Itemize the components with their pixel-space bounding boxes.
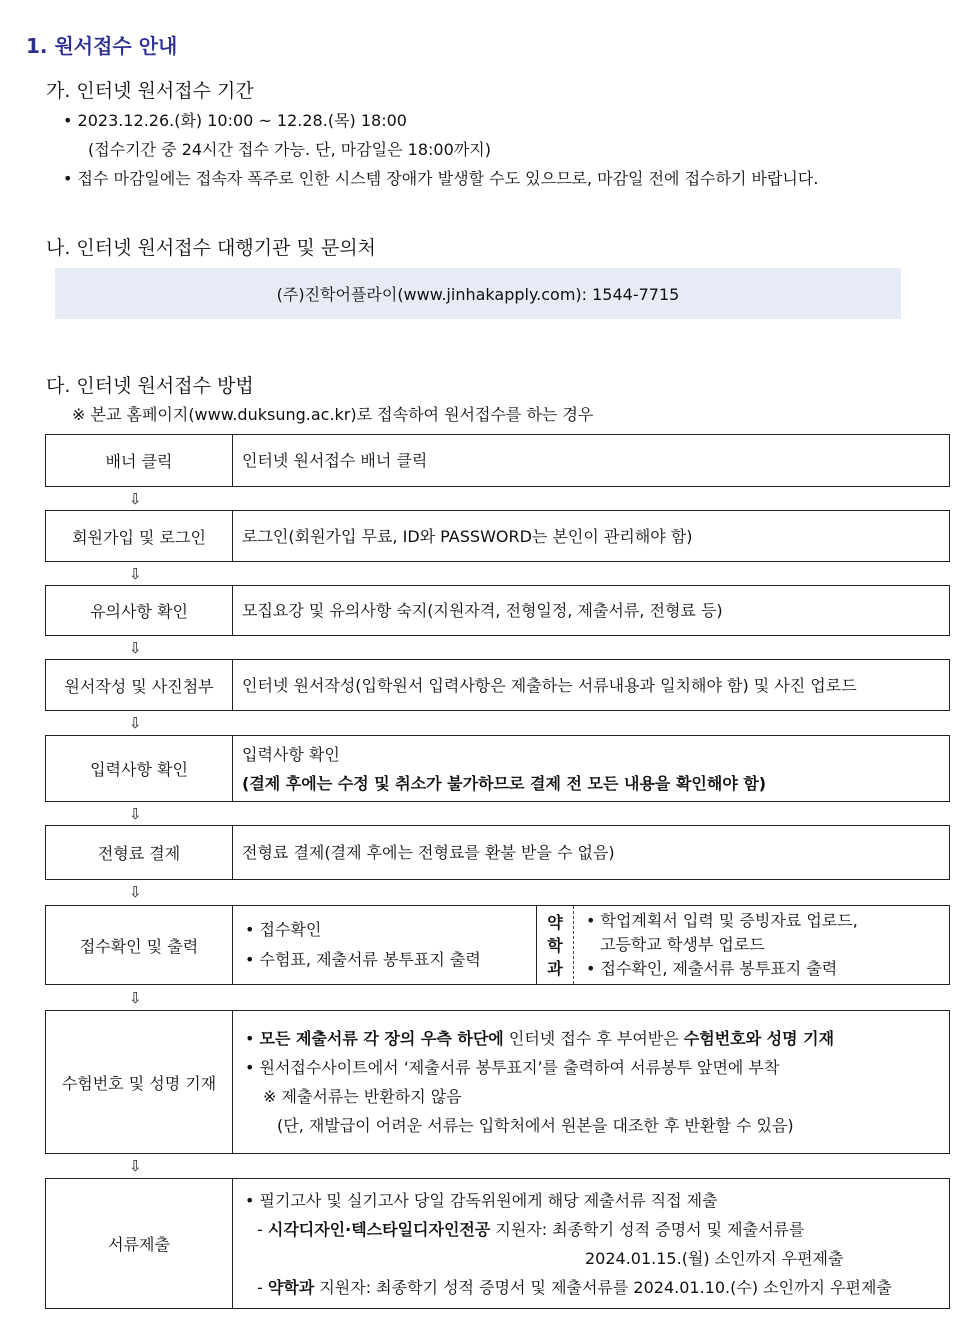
step-label: 수험번호 및 성명 기재 [46,1011,233,1153]
dash: - [257,1277,268,1297]
step-receipt-print [45,905,950,985]
down-arrow-icon: ⇩ [129,805,142,823]
step-content-line-1: 입력사항 확인 [242,744,340,764]
pharmacy-char-1: 약 [547,912,563,932]
plain-text: 인터넷 접수 후 부여받은 [503,1029,684,1048]
period-line-2: (접수기간 중 24시간 접수 가능. 단, 마감일은 18:00까지) [88,140,491,159]
dash: - [257,1219,268,1239]
down-arrow-icon: ⇩ [129,565,142,583]
step-label: 입력사항 확인 [46,736,233,801]
pharmacy-char-2: 학 [547,935,563,955]
down-arrow-icon: ⇩ [129,883,142,901]
agency-info: (주)진학어플라이(www.jinhakapply.com): 1544-7715 [276,285,680,304]
period-line-3: • 접수 마감일에는 접속자 폭주로 인한 시스템 장애가 발생할 수도 있으므로, 마감일 전에 접수하기 바랍니다. [63,169,819,188]
receipt-left-line-1: • 접수확인 [245,920,322,939]
step-content: 전형료 결제(결제 후에는 전형료를 환불 받을 수 없음) [242,843,615,862]
down-arrow-icon: ⇩ [129,714,142,732]
step-application-photo [45,659,950,711]
exam-number-line-1 [245,1024,949,1053]
submission-line-4 [245,1273,949,1302]
step-label: 접수확인 및 출력 [46,906,233,984]
step-label: 전형료 결제 [46,826,233,879]
down-arrow-icon: ⇩ [129,989,142,1007]
plain-text: 지원자: 최종학기 성적 증명서 및 제출서류를 2024.01.10.(수) 소인까지 우편제출 [314,1277,892,1297]
agency-heading: 나. 인터넷 원서접수 대행기관 및 문의처 [46,237,376,259]
section-title: 1. 원서접수 안내 [26,34,178,58]
step-label: 서류제출 [46,1179,233,1308]
plain-text: 지원자: 최종학기 성적 증명서 및 제출서류를 [490,1219,805,1239]
submission-line-2 [245,1215,949,1244]
method-heading: 다. 인터넷 원서접수 방법 [46,375,254,397]
pharmacy-line-2: 고등학교 학생부 업로드 [600,935,765,954]
method-note: ※ 본교 홈페이지(www.duksung.ac.kr)로 접속하여 원서접수를 하는 경우 [72,405,594,424]
step-banner-click [45,434,950,487]
step-content: 인터넷 원서작성(입학원서 입력사항은 제출하는 서류내용과 일치해야 함) 및 사진 업로드 [242,675,857,695]
step-content: 로그인(회원가입 무료, ID와 PASSWORD는 본인이 관리해야 함) [242,526,693,546]
step-login [45,510,950,562]
exam-number-line-4: (단, 재발급이 어려운 서류는 입학처에서 원본을 대조한 후 반환할 수 있음) [277,1116,794,1135]
emphasis-text: 모든 제출서류 각 장의 우측 하단에 [259,1029,504,1048]
step-content: 인터넷 원서접수 배너 클릭 [242,451,428,470]
step-fee-payment [45,825,950,880]
receipt-left-line-2: • 수험표, 제출서류 봉투표지 출력 [245,950,481,969]
step-content: 모집요강 및 유의사항 숙지(지원자격, 전형일정, 제출서류, 전형료 등) [242,601,723,620]
exam-number-line-2: • 원서접수사이트에서 ‘제출서류 봉투표지’를 출력하여 서류봉투 앞면에 부착 [245,1058,780,1077]
bullet: • [245,1029,260,1048]
submission-line-3: 2024.01.15.(월) 소인까지 우편제출 [585,1248,844,1268]
step-exam-number [45,1010,950,1154]
step-label: 회원가입 및 로그인 [46,511,233,561]
pharmacy-line-3: • 접수확인, 제출서류 봉투표지 출력 [586,959,838,978]
step-document-submission [45,1178,950,1309]
step-content-line-2: (결제 후에는 수정 및 취소가 불가하므로 결제 전 모든 내용을 확인해야 함) [242,773,767,793]
agency-info-box [55,268,901,319]
down-arrow-icon: ⇩ [129,1157,142,1175]
emphasis-text: 수험번호와 성명 기재 [683,1029,835,1048]
submission-line-1: • 필기고사 및 실기고사 당일 감독위원에게 해당 제출서류 직접 제출 [245,1190,718,1210]
down-arrow-icon: ⇩ [129,639,142,657]
period-line-1: • 2023.12.26.(화) 10:00 ~ 12.28.(목) 18:00 [63,111,407,130]
step-label: 배너 클릭 [46,435,233,486]
emphasis-text: 시각디자인·텍스타일디자인전공 [267,1219,491,1239]
emphasis-text: 약학과 [267,1277,315,1297]
pharmacy-line-1: • 학업계획서 입력 및 증빙자료 업로드, [586,911,858,930]
pharmacy-dept-label [537,906,574,984]
step-label: 유의사항 확인 [46,586,233,635]
step-input-check [45,735,950,802]
step-notice-check [45,585,950,636]
down-arrow-icon: ⇩ [129,490,142,508]
period-heading: 가. 인터넷 원서접수 기간 [46,80,254,102]
exam-number-line-3: ※ 제출서류는 반환하지 않음 [263,1087,462,1106]
pharmacy-char-3: 과 [547,958,563,978]
step-label: 원서작성 및 사진첨부 [46,660,233,710]
